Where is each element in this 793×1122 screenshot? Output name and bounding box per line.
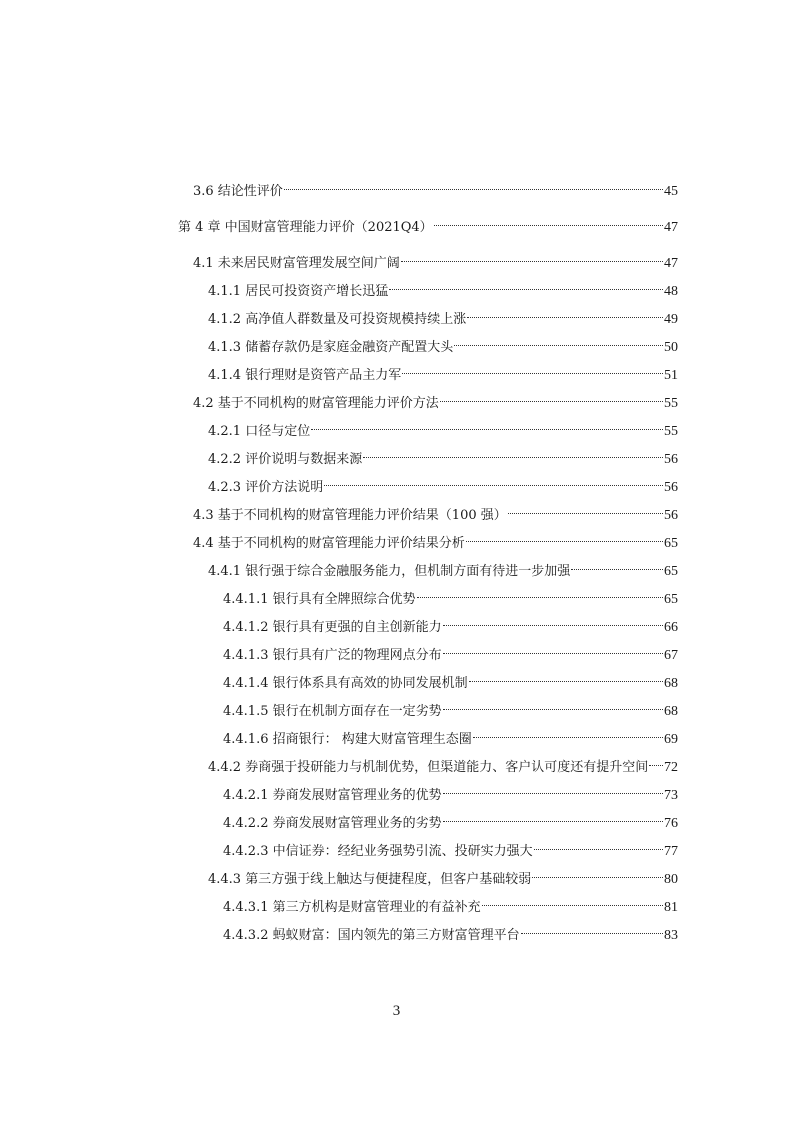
toc-entry-page: 80 [664, 872, 678, 887]
toc-entry-page: 45 [664, 184, 678, 199]
toc-entry[interactable] [223, 919, 678, 943]
toc-entry[interactable] [223, 695, 678, 719]
dot-leader [389, 275, 663, 295]
toc-entry-page: 68 [664, 676, 678, 691]
toc-entry-label: 4.4.2.3 中信证券：经纪业务强势引流、投研实力强大 [223, 844, 533, 859]
toc-entry-label: 4.4.3.2 蚂蚁财富：国内领先的第三方财富管理平台 [223, 928, 520, 943]
toc-entry[interactable] [208, 863, 678, 887]
toc-entry-label: 4.2.3 评价方法说明 [208, 480, 324, 495]
toc-entry-label: 4.4 基于不同机构的财富管理能力评价结果分析 [193, 536, 465, 551]
dot-leader [466, 527, 663, 547]
toc-entry[interactable] [208, 751, 678, 775]
toc-entry-page: 69 [664, 732, 678, 747]
toc-entry[interactable] [178, 211, 678, 235]
toc-entry[interactable] [208, 303, 678, 327]
toc-entry[interactable] [193, 527, 678, 551]
dot-leader [401, 247, 663, 267]
toc-entry-page: 65 [664, 564, 678, 579]
dot-leader [454, 331, 663, 351]
toc-entry-label: 4.1.4 银行理财是资管产品主力军 [208, 368, 402, 383]
toc-entry-label: 4.4.2 券商强于投研能力与机制优势，但渠道能力、客户认可度还有提升空间 [208, 760, 649, 775]
toc-entry[interactable] [208, 415, 678, 439]
toc-entry[interactable] [208, 275, 678, 299]
toc-entry-label: 4.4.1.6 招商银行： 构建大财富管理生态圈 [223, 732, 472, 747]
toc-entry-label: 第 4 章 中国财富管理能力评价（2021Q4） [178, 220, 433, 235]
toc-entry-label: 4.2 基于不同机构的财富管理能力评价方法 [193, 396, 439, 411]
toc-entry-label: 4.1.2 高净值人群数量及可投资规模持续上涨 [208, 312, 467, 327]
dot-leader [467, 303, 663, 323]
toc-entry-page: 72 [664, 760, 678, 775]
dot-leader [363, 443, 663, 463]
dot-leader [571, 555, 663, 575]
toc-entry[interactable] [223, 723, 678, 747]
toc-entry-label: 4.2.2 评价说明与数据来源 [208, 452, 363, 467]
dot-leader [417, 583, 663, 603]
toc-entry-label: 4.2.1 口径与定位 [208, 424, 311, 439]
toc-entry[interactable] [223, 835, 678, 859]
toc-entry[interactable] [223, 807, 678, 831]
dot-leader [508, 499, 663, 519]
toc-entry[interactable] [223, 779, 678, 803]
dot-leader [443, 779, 663, 799]
toc-entry-page: 65 [664, 536, 678, 551]
toc-entry-label: 4.3 基于不同机构的财富管理能力评价结果（100 强） [193, 508, 507, 523]
toc-entry[interactable] [208, 443, 678, 467]
toc-entry-page: 68 [664, 704, 678, 719]
dot-leader [534, 835, 663, 855]
dot-leader [284, 175, 663, 195]
toc-entry-label: 3.6 结论性评价 [193, 184, 283, 199]
toc-entry-page: 49 [664, 312, 678, 327]
toc-entry-page: 73 [664, 788, 678, 803]
toc-entry-page: 76 [664, 816, 678, 831]
dot-leader [324, 471, 663, 491]
toc-entry-page: 47 [664, 220, 678, 235]
toc-entry-page: 51 [664, 368, 678, 383]
toc-entry[interactable] [208, 471, 678, 495]
dot-leader [443, 611, 663, 631]
page-number: 3 [392, 1003, 401, 1019]
toc-entry-label: 4.4.1.1 银行具有全牌照综合优势 [223, 592, 416, 607]
toc-entry-page: 55 [664, 396, 678, 411]
toc-entry-page: 55 [664, 424, 678, 439]
toc-entry-label: 4.4.1.2 银行具有更强的自主创新能力 [223, 620, 442, 635]
dot-leader [443, 639, 663, 659]
dot-leader [440, 387, 663, 407]
toc-entry-label: 4.4.2.2 券商发展财富管理业务的劣势 [223, 816, 442, 831]
toc-entry[interactable] [223, 611, 678, 635]
toc-entry[interactable] [223, 639, 678, 663]
toc-entry-page: 77 [664, 844, 678, 859]
toc-entry-page: 50 [664, 340, 678, 355]
dot-leader [311, 415, 663, 435]
dot-leader [649, 751, 663, 771]
toc-entry[interactable] [193, 499, 678, 523]
dot-leader [482, 891, 663, 911]
toc-entry-label: 4.1.3 储蓄存款仍是家庭金融资产配置大头 [208, 340, 454, 355]
toc-entry[interactable] [208, 359, 678, 383]
dot-leader [532, 863, 663, 883]
dot-leader [402, 359, 663, 379]
toc-entry-page: 83 [664, 928, 678, 943]
toc-entry-label: 4.4.1 银行强于综合金融服务能力，但机制方面有待进一步加强 [208, 564, 571, 579]
toc-entry[interactable] [223, 891, 678, 915]
dot-leader [434, 211, 663, 231]
toc-entry-label: 4.1.1 居民可投资资产增长迅猛 [208, 284, 389, 299]
toc-entry-page: 47 [664, 256, 678, 271]
toc-entry-label: 4.4.2.1 券商发展财富管理业务的优势 [223, 788, 442, 803]
toc-entry-page: 66 [664, 620, 678, 635]
toc-entry-page: 56 [664, 480, 678, 495]
toc-entry-page: 65 [664, 592, 678, 607]
toc-entry[interactable] [193, 387, 678, 411]
toc-entry-page: 67 [664, 648, 678, 663]
toc-entry-label: 4.4.1.4 银行体系具有高效的协同发展机制 [223, 676, 468, 691]
dot-leader [443, 807, 663, 827]
toc-entry-page: 48 [664, 284, 678, 299]
toc-entry-page: 56 [664, 452, 678, 467]
toc-entry-page: 56 [664, 508, 678, 523]
dot-leader [443, 695, 663, 715]
dot-leader [521, 919, 663, 939]
toc-entry-label: 4.4.3 第三方强于线上触达与便捷程度，但客户基础较弱 [208, 872, 532, 887]
toc-entry-page: 81 [664, 900, 678, 915]
toc-entry[interactable] [208, 555, 678, 579]
toc-entry-label: 4.4.1.3 银行具有广泛的物理网点分布 [223, 648, 442, 663]
toc-entry[interactable] [223, 667, 678, 691]
toc-entry[interactable] [208, 331, 678, 355]
dot-leader [473, 723, 663, 743]
dot-leader [469, 667, 663, 687]
toc-entry-label: 4.4.3.1 第三方机构是财富管理业的有益补充 [223, 900, 481, 915]
toc-entry-label: 4.1 未来居民财富管理发展空间广阔 [193, 256, 400, 271]
toc-entry[interactable] [193, 175, 678, 199]
toc-entry[interactable] [193, 247, 678, 271]
toc-entry[interactable] [223, 583, 678, 607]
toc-entry-label: 4.4.1.5 银行在机制方面存在一定劣势 [223, 704, 442, 719]
